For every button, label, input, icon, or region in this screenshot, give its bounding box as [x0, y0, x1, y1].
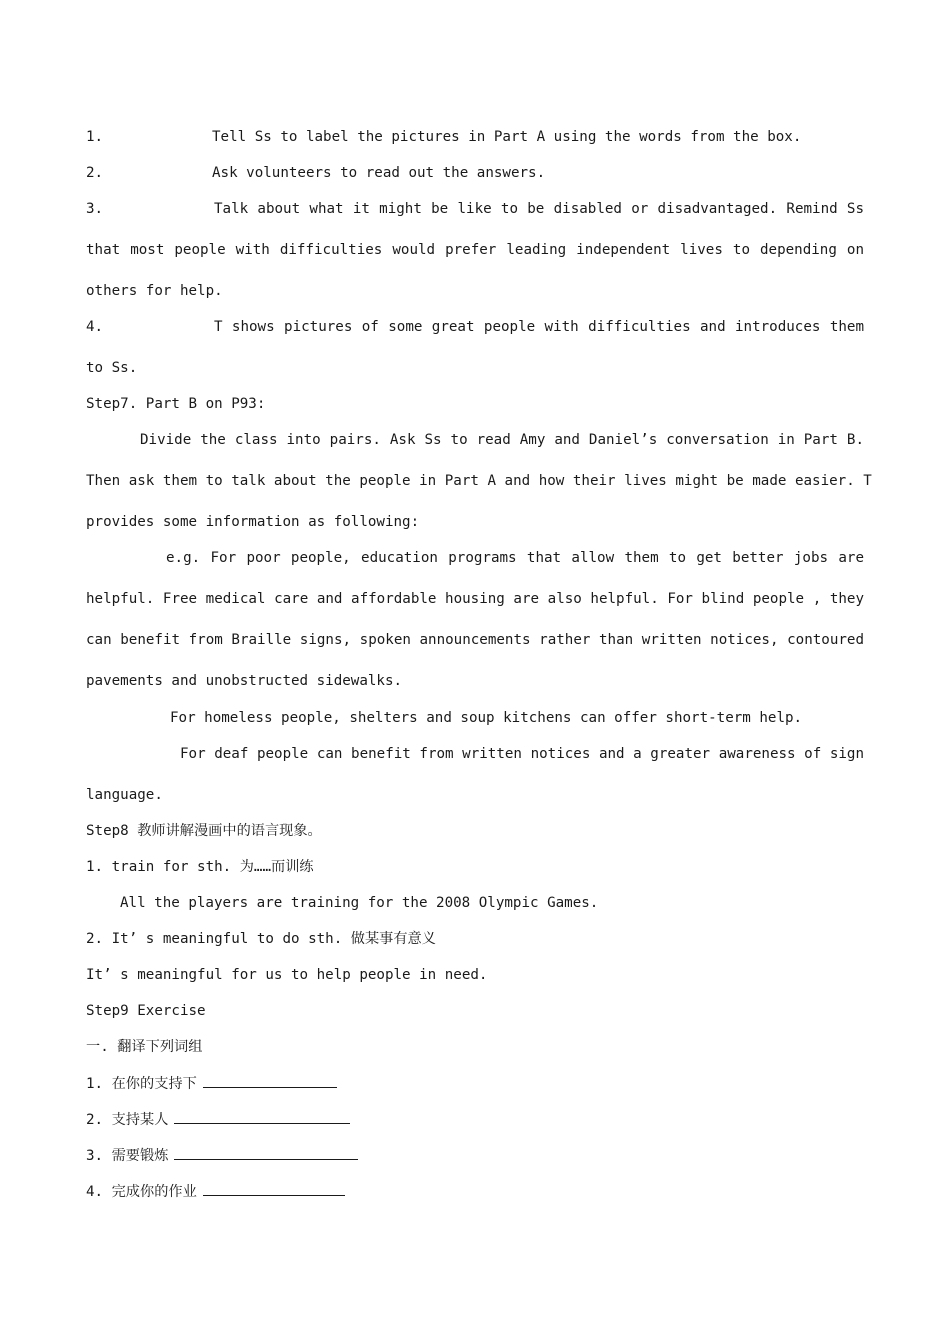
example-paragraph: e.g. For poor people, education programs that allow them to get better jobs are	[166, 550, 864, 566]
step8-point-2: 2. It’ s meaningful to do sth. 做某事有意义	[86, 931, 436, 947]
step8-example-1: All the players are training for the 2008 Olympic Games.	[120, 895, 599, 911]
list-item-1	[86, 127, 864, 147]
list-item-3-end: others for help.	[86, 283, 223, 299]
example-paragraph-cont: helpful. Free medical care and affordable housing are also helpful. For blind people , they	[86, 591, 864, 607]
list-number: 2.	[86, 165, 104, 181]
list-item-4-end: to Ss.	[86, 360, 138, 376]
step8-point-1: 1. train for sth. 为……而训练	[86, 859, 314, 875]
list-number: 4.	[86, 319, 104, 335]
list-item-4	[86, 317, 864, 337]
deaf-paragraph-end: language.	[86, 787, 163, 803]
homeless-paragraph: For homeless people, shelters and soup kitchens can offer short-term help.	[170, 710, 803, 726]
list-number: 3.	[86, 201, 104, 217]
example-paragraph-cont: can benefit from Braille signs, spoken announcements rather than written notices, contoured	[86, 632, 864, 648]
answer-blank[interactable]	[203, 1181, 345, 1196]
list-text: T shows pictures of some great people with difficulties and introduces them	[214, 319, 864, 335]
step8-example-2: It’ s meaningful for us to help people in need.	[86, 967, 488, 983]
exercise-item-2	[86, 1109, 864, 1130]
step7-paragraph: Divide the class into pairs. Ask Ss to read Amy and Daniel’s conversation in Part B.	[140, 432, 864, 448]
step9-heading: Step9 Exercise	[86, 1003, 206, 1019]
list-item-3	[86, 199, 864, 219]
step7-paragraph-cont: Then ask them to talk about the people in Part A and how their lives might be made easier. T	[86, 473, 872, 489]
exercise-prompt: 3. 需要锻炼	[86, 1148, 169, 1164]
list-text: Talk about what it might be like to be disabled or disadvantaged. Remind Ss	[214, 201, 864, 217]
exercise-item-3	[86, 1145, 864, 1166]
example-paragraph-end: pavements and unobstructed sidewalks.	[86, 673, 403, 689]
step9-subheading: 一. 翻译下列词组	[86, 1039, 203, 1055]
step7-paragraph-end: provides some information as following:	[86, 514, 420, 530]
list-number: 1.	[86, 129, 104, 145]
deaf-paragraph: For deaf people can benefit from written notices and a greater awareness of sign	[180, 746, 864, 762]
answer-blank[interactable]	[174, 1109, 350, 1124]
list-item-2	[86, 163, 864, 183]
list-text: Ask volunteers to read out the answers.	[212, 165, 546, 181]
list-text: Tell Ss to label the pictures in Part A using the words from the box.	[212, 129, 802, 145]
step7-heading: Step7. Part B on P93:	[86, 396, 266, 412]
list-item-3-cont: that most people with difficulties would prefer leading independent lives to depending on	[86, 242, 864, 258]
exercise-prompt: 2. 支持某人	[86, 1112, 169, 1128]
exercise-item-4	[86, 1181, 864, 1202]
step8-heading: Step8 教师讲解漫画中的语言现象。	[86, 823, 322, 839]
answer-blank[interactable]	[174, 1145, 358, 1160]
exercise-prompt: 4. 完成你的作业	[86, 1184, 197, 1200]
answer-blank[interactable]	[203, 1073, 337, 1088]
exercise-item-1	[86, 1073, 864, 1094]
exercise-prompt: 1. 在你的支持下	[86, 1076, 197, 1092]
